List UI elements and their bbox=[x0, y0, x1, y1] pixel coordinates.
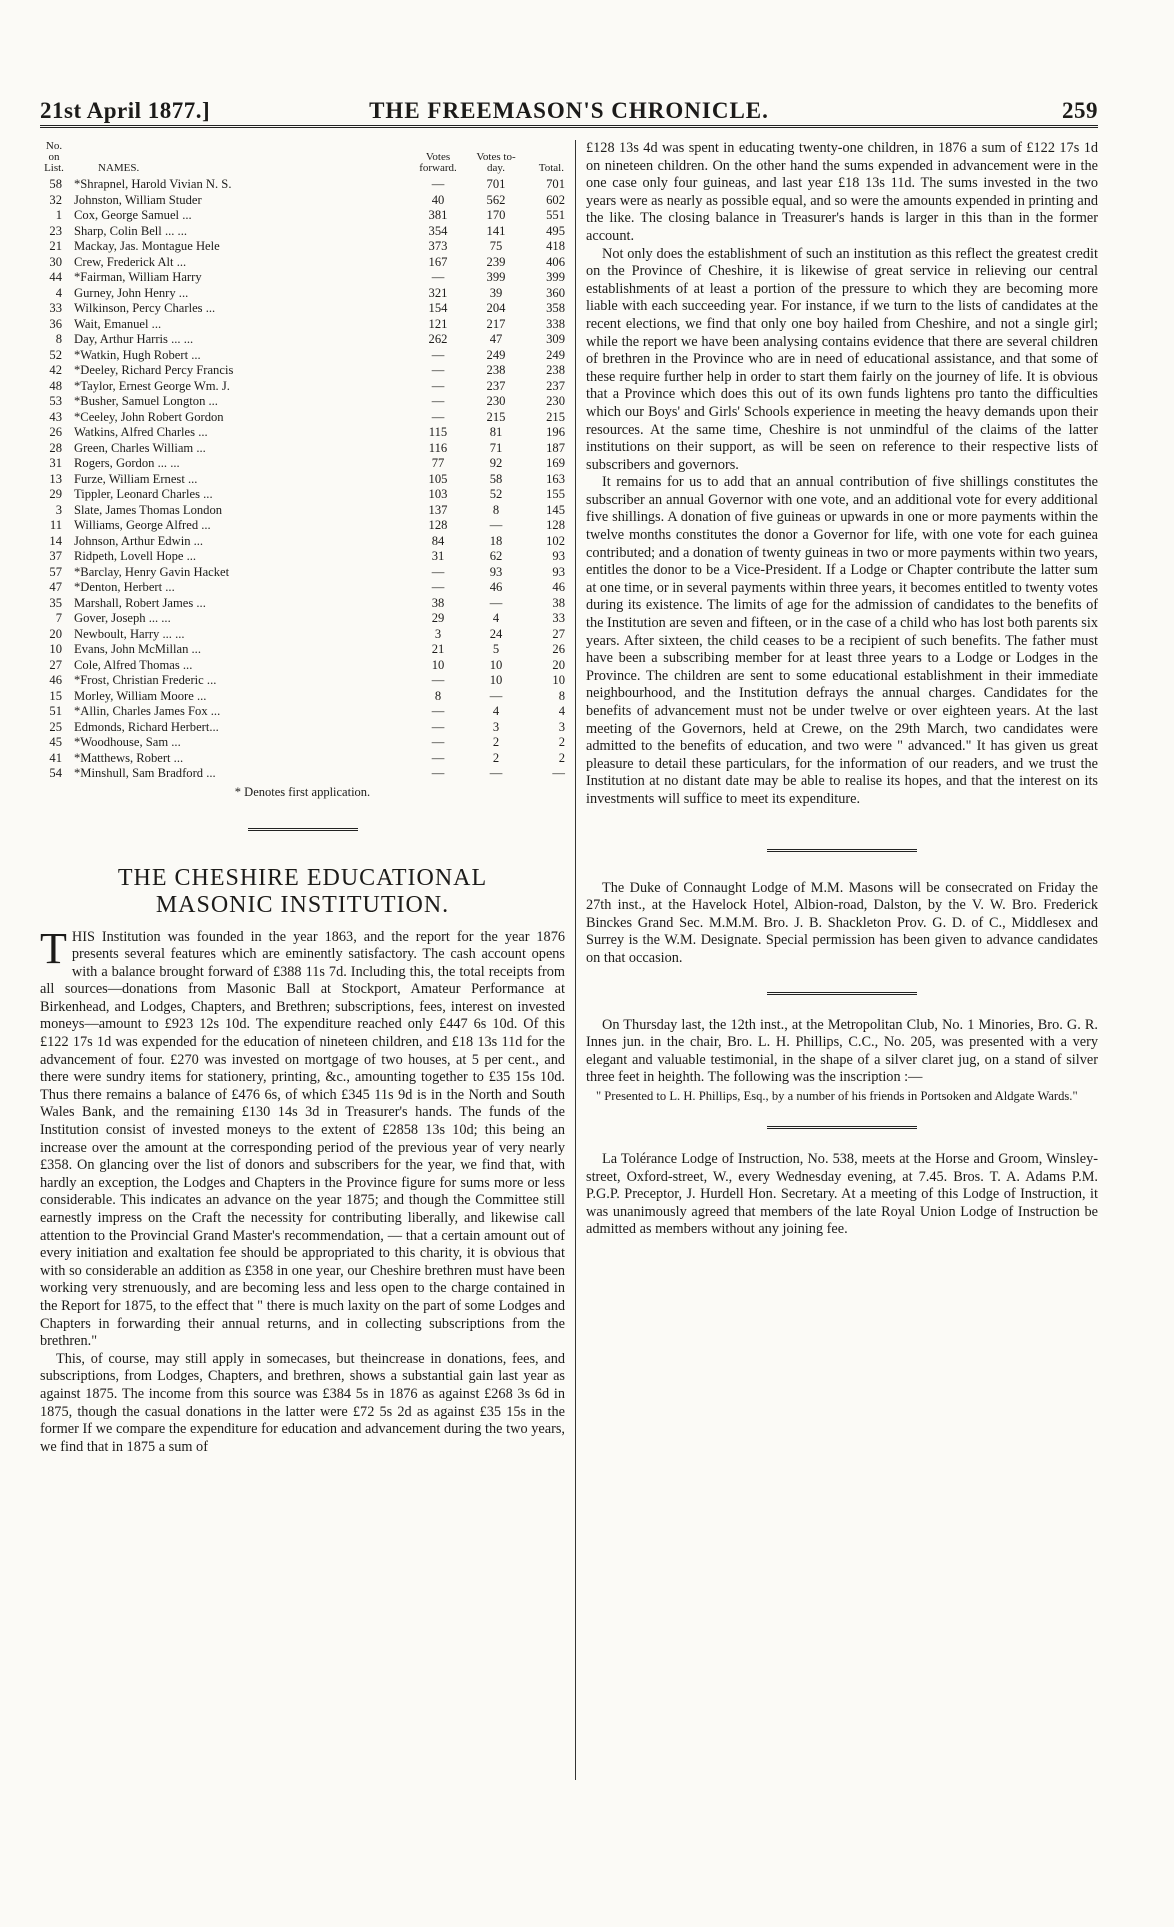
cell-total: 399 bbox=[546, 270, 565, 284]
table-row bbox=[40, 270, 565, 286]
cell-total: 230 bbox=[546, 394, 565, 408]
cell-total: 358 bbox=[546, 301, 565, 315]
article-heading bbox=[40, 865, 565, 919]
left-column bbox=[40, 140, 565, 1456]
cell-today: 141 bbox=[486, 223, 506, 238]
cell-no: 35 bbox=[49, 595, 62, 610]
cell-no: 8 bbox=[55, 332, 62, 346]
cell-total: 196 bbox=[546, 425, 565, 439]
cell-name: Gurney, John Henry ... bbox=[74, 285, 189, 300]
cell-forward: — bbox=[431, 394, 445, 408]
cell-total: 215 bbox=[546, 409, 565, 424]
cell-today: 62 bbox=[489, 549, 503, 563]
cell-no: 29 bbox=[49, 487, 62, 501]
cell-name: Rogers, Gordon ... ... bbox=[74, 456, 180, 470]
cell-today: 217 bbox=[486, 316, 506, 331]
table-row bbox=[40, 627, 565, 643]
table-row bbox=[40, 286, 565, 302]
cell-no: 45 bbox=[49, 735, 62, 749]
cell-forward: 167 bbox=[428, 254, 448, 269]
cell-forward: 262 bbox=[428, 332, 448, 346]
cell-forward: — bbox=[431, 378, 445, 393]
cell-forward: 103 bbox=[428, 487, 448, 501]
table-row bbox=[40, 565, 565, 581]
cell-total: 155 bbox=[546, 487, 565, 501]
cell-no: 11 bbox=[49, 518, 62, 532]
table-row bbox=[40, 363, 565, 379]
cell-name: Green, Charles William ... bbox=[74, 440, 206, 455]
cell-total: 4 bbox=[558, 704, 565, 718]
cell-no: 32 bbox=[49, 192, 62, 207]
cell-name: *Watkin, Hugh Robert ... bbox=[74, 347, 201, 362]
table-row bbox=[40, 456, 565, 472]
table-row bbox=[40, 193, 565, 209]
table-row bbox=[40, 766, 565, 782]
cell-total: 338 bbox=[546, 316, 565, 331]
table-row bbox=[40, 348, 565, 364]
table-row bbox=[40, 503, 565, 519]
cell-forward: — bbox=[431, 564, 445, 579]
cell-today: 204 bbox=[486, 301, 506, 315]
article-paragraph: £128 13s 4d was spent in educating twenty-one children, in 1876 a sum of £122 17s 1d on nineteen children. On the other hand the sums expended in advancement were in the one case only four guineas, and last year £18 13s 11d. The sums invested in the two years were as nearly as possible equal, and so were the amounts expended in printing and the like. The closing balance in Treasurer's hands is larger in this than in the former account. bbox=[586, 140, 1098, 244]
cell-name: Johnson, Arthur Edwin ... bbox=[74, 533, 204, 548]
cell-total: 249 bbox=[546, 347, 565, 362]
cell-no: 10 bbox=[49, 642, 62, 656]
cell-total: 46 bbox=[552, 580, 565, 594]
cell-forward: — bbox=[431, 409, 445, 424]
cell-no: 26 bbox=[49, 425, 62, 439]
table-row bbox=[40, 239, 565, 255]
cell-forward: 8 bbox=[434, 688, 442, 703]
cell-no: 36 bbox=[49, 316, 62, 331]
cell-name: *Matthews, Robert ... bbox=[74, 750, 184, 765]
cell-no: 48 bbox=[49, 378, 62, 393]
cell-total: 10 bbox=[552, 673, 565, 687]
cell-total: 33 bbox=[552, 611, 565, 625]
table-row bbox=[40, 332, 565, 348]
cell-name: Day, Arthur Harris ... ... bbox=[74, 332, 194, 346]
cell-total: 238 bbox=[546, 363, 565, 377]
cell-name: Mackay, Jas. Montague Hele bbox=[74, 239, 220, 253]
cell-no: 41 bbox=[49, 750, 62, 765]
cell-today: 75 bbox=[489, 239, 503, 253]
table-row bbox=[40, 580, 565, 596]
inscription-quote: " Presented to L. H. Phillips, Esq., by a number of his friends in Portsoken and Aldgate Wards." bbox=[596, 1088, 1078, 1103]
cell-today: 47 bbox=[489, 332, 503, 346]
cell-total: 27 bbox=[552, 626, 565, 641]
cell-forward: — bbox=[431, 177, 445, 191]
cell-total: 38 bbox=[552, 595, 565, 610]
cell-no: 51 bbox=[49, 704, 62, 718]
table-row bbox=[40, 224, 565, 240]
cell-name: *Barclay, Henry Gavin Hacket bbox=[74, 564, 230, 579]
cell-total: 2 bbox=[558, 735, 565, 749]
cell-forward: — bbox=[431, 270, 445, 284]
article-paragraph-text: HIS Institution was founded in the year 1863, and the report for the year 1876 presents several features which are eminently satisfactory. The cash account opens with a balance brought forward of £388 11s 7d. Including this, the total receipts from all sources—donations from Masonic Ball at Stockport, Amateur Performance at Birkenhead, and Lodges, Chapters, and Brethren; subscriptions, fees, interest on invested moneys—amount to £923 12s 10d. The expenditure reached only £447 6s 10d. Of this £122 17s 1d was expended for the education of nineteen children, and £18 13s 11d for the advancement of four. £270 was invested on mortgage of two houses, at 5 per cent., and there were sundry items for stationery, printing, &c., amounting together to £35 15s 10d. Thus there remains a balance of £476 6s, of which £345 11s 9d is in the North and South Wales Bank, and the remaining £130 14s 3d in Treasurer's hands. The funds of the Institution consist of invested moneys to the extent of £2858 13s 10d; this being an increase over the amount at the corresponding period of the previous year of very nearly £358. On glancing over the list of donors and subscribers for the year, we find that, with hardly an exception, the Lodges and Chapters in the Province figure for sums more or less considerable. This indicates an advance on the year 1875; and though the Committee still earnestly impress on the Craft the necessity for contributing liberally, and likewise call attention to the Provincial Grand Master's recommendation, — that a certain amount out of every initiation and exaltation fee should be appropriated to this charity, it is obvious that with so considerable an addition as £358 in one year, our Cheshire brethren must have been working very strenuously, and are becoming less and less open to the charge contained in the Report for 1875, to the effect that " there is much laxity on the part of some Lodges and Chapters in forwarding their annual returns, and in collecting subscriptions from the brethren." bbox=[40, 928, 565, 1350]
cell-today: 237 bbox=[486, 378, 506, 393]
table-row bbox=[40, 658, 565, 674]
cell-today: 5 bbox=[492, 642, 500, 656]
cell-name: Cole, Alfred Thomas ... bbox=[74, 657, 193, 672]
cell-no: 44 bbox=[49, 270, 62, 284]
cell-today: 230 bbox=[486, 394, 506, 408]
publication-title: THE FREEMASON'S CHRONICLE. bbox=[369, 98, 769, 123]
cell-today: 399 bbox=[486, 270, 506, 284]
cell-no: 46 bbox=[49, 673, 62, 687]
cell-no: 4 bbox=[55, 285, 62, 300]
cell-no: 33 bbox=[49, 301, 62, 315]
cell-name: *Busher, Samuel Longton ... bbox=[74, 394, 218, 408]
cell-today: 10 bbox=[489, 657, 503, 672]
cell-today: 4 bbox=[492, 611, 500, 625]
cell-forward: — bbox=[431, 347, 445, 362]
cell-today: 239 bbox=[486, 254, 506, 269]
cell-forward: 21 bbox=[431, 642, 445, 656]
cell-forward: 105 bbox=[428, 471, 448, 486]
header-votes-today: Votes to-day. bbox=[476, 151, 516, 174]
cell-today: 24 bbox=[489, 626, 503, 641]
table-row bbox=[40, 518, 565, 534]
table-row bbox=[40, 534, 565, 550]
cell-today: 2 bbox=[492, 735, 500, 749]
cell-today: — bbox=[489, 518, 503, 532]
cell-name: Johnston, William Studer bbox=[74, 192, 202, 207]
table-row bbox=[40, 487, 565, 503]
cell-name: Crew, Frederick Alt ... bbox=[74, 254, 187, 269]
cell-forward: — bbox=[431, 363, 445, 377]
cell-today: 562 bbox=[486, 192, 506, 207]
votes-table-body bbox=[40, 177, 565, 782]
cell-forward: 40 bbox=[431, 192, 445, 207]
cell-no: 43 bbox=[49, 409, 62, 424]
table-row bbox=[40, 301, 565, 317]
cell-no: 20 bbox=[49, 626, 62, 641]
cell-name: Gover, Joseph ... ... bbox=[74, 611, 171, 625]
votes-table bbox=[40, 140, 565, 782]
notice-tolerance-lodge: La Tolérance Lodge of Instruction, No. 538, meets at the Horse and Groom, Winsley-street, Oxford-street, W., every Wednesday evening, at 7.45. Bros. T. A. Adams P.M. P.G.P. Preceptor, J. Hurdell Hon. Secretary. At a meeting of this Lodge of Instruction, it was unanimously agreed that members of the late Royal Union Lodge of Instruction be admitted as members without any joining fee. bbox=[586, 1150, 1098, 1238]
cell-no: 37 bbox=[49, 549, 62, 563]
article-paragraph: It remains for us to add that an annual contribution of five shillings constitutes the subscriber an annual Governor with one vote, and an additional vote for every additional five shillings. A donation of five guineas or upwards in one or more payments within the twelve months constitutes the donor a Governor for life, with one vote for each guinea contributed; and a donation of twenty guineas in two or more payments within two years, entitles the donor to be a Vice-President. If a Lodge or Chapter contribute the latter sum at one time, or in several payments within three years, it becomes entitled to twenty votes during its existence. The limits of age for the admission of candidates to the benefits of the Institution are seven and fifteen, or in the case of a child who has lost both parents six years. After sixteen, the child ceases to be a recipient of such benefits. The father must have been a subscribing member for at least three years to a Lodge or Lodges in the Province. The children are sent to some educational establishment in their immediate neighbourhood, and the Institution defrays the annual charges. Candidates for the benefits of advancement must not be under twelve or over eighteen years. At the last meeting of the Governors, held at Crewe, on the 29th March, two candidates were admitted to the benefits of education, and two were " advanced." It has given us great pleasure to detail these particulars, for the information of our readers, and we trust the Institution at no distant date may be able to realise its hopes, and that the interest on its investments will suffice to meet its expenditure. bbox=[586, 474, 1098, 807]
cell-name: *Shrapnel, Harold Vivian N. S. bbox=[74, 177, 232, 191]
cell-today: — bbox=[489, 595, 503, 610]
cell-name: *Deeley, Richard Percy Francis bbox=[74, 363, 234, 377]
cell-name: Newboult, Harry ... ... bbox=[74, 626, 185, 641]
cell-total: 26 bbox=[552, 642, 565, 656]
cell-no: 58 bbox=[49, 177, 62, 191]
cell-total: 163 bbox=[546, 471, 565, 486]
cell-forward: 137 bbox=[428, 502, 448, 517]
table-row bbox=[40, 642, 565, 658]
table-row bbox=[40, 255, 565, 271]
table-row bbox=[40, 596, 565, 612]
cell-total: 3 bbox=[558, 719, 565, 734]
cell-forward: 84 bbox=[431, 533, 445, 548]
header-votes-forward: Votes forward. bbox=[419, 151, 457, 174]
cell-no: 21 bbox=[49, 239, 62, 253]
cell-name: Cox, George Samuel ... bbox=[74, 208, 192, 222]
cell-no: 27 bbox=[49, 657, 62, 672]
article-paragraph: Not only does the establishment of such an institution as this reflect the greatest credit on the Province of Cheshire, it is likewise of great service in relieving our central establishments of at least a portion of the pressure to which they are becoming more liable with each succeeding year. For instance, if we turn to the lists of candidates at the recent elections, we find that only one boy hailed from Cheshire, and not a single girl; while the report we have been analysing contains evidence that there are several children of brethren in the Province who are in need of educational assistance, and that some of these require further help in order to start them fairly on the journey of life. It is obvious that a Province which does this out of its own funds lightens pro tanto the difficulties which our Boys' and Girls' Schools experience in meeting the heavy demands upon their resources. At the same time, Cheshire is not unmindful of the claims of the latter institutions on their support, as will be seen on reference to their respective lists of subscribers and governors. bbox=[586, 245, 1098, 473]
cell-today: 4 bbox=[492, 704, 500, 718]
cell-today: 58 bbox=[489, 471, 503, 486]
article-heading-line-2: MASONIC INSTITUTION. bbox=[155, 891, 450, 918]
cell-forward: 38 bbox=[431, 595, 445, 610]
cell-total: 701 bbox=[546, 177, 565, 191]
cell-no: 31 bbox=[49, 456, 62, 470]
cell-today: 93 bbox=[489, 564, 503, 579]
section-divider bbox=[248, 828, 358, 831]
cell-total: 128 bbox=[546, 518, 565, 532]
cell-no: 3 bbox=[55, 502, 62, 517]
cell-no: 13 bbox=[49, 471, 62, 486]
cell-name: Williams, George Alfred ... bbox=[74, 518, 211, 532]
cell-total: — bbox=[552, 766, 565, 780]
cell-forward: 115 bbox=[428, 425, 448, 439]
table-row bbox=[40, 673, 565, 689]
table-row bbox=[40, 379, 565, 395]
column-divider bbox=[575, 140, 576, 1780]
cell-total: 418 bbox=[546, 239, 565, 253]
cell-name: Evans, John McMillan ... bbox=[74, 642, 201, 656]
cell-no: 57 bbox=[49, 564, 62, 579]
header-total: Total. bbox=[538, 162, 564, 174]
table-row bbox=[40, 689, 565, 705]
table-footnote: * Denotes first application. bbox=[234, 784, 371, 799]
cell-no: 30 bbox=[49, 254, 62, 269]
cell-today: — bbox=[489, 766, 503, 780]
drop-cap: T bbox=[40, 923, 67, 973]
table-row bbox=[40, 177, 565, 193]
cell-total: 93 bbox=[552, 564, 565, 579]
cell-total: 20 bbox=[552, 657, 565, 672]
cell-total: 551 bbox=[546, 208, 565, 222]
cell-total: 309 bbox=[546, 332, 565, 346]
table-row bbox=[40, 425, 565, 441]
table-row bbox=[40, 751, 565, 767]
cell-forward: 121 bbox=[428, 316, 448, 331]
table-row bbox=[40, 317, 565, 333]
table-row bbox=[40, 208, 565, 224]
cell-forward: 3 bbox=[434, 626, 442, 641]
cell-no: 7 bbox=[55, 611, 62, 625]
cell-today: 215 bbox=[486, 409, 506, 424]
cell-no: 28 bbox=[49, 440, 62, 455]
cell-name: Furze, William Ernest ... bbox=[74, 471, 198, 486]
cell-name: *Woodhouse, Sam ... bbox=[74, 735, 181, 749]
cell-forward: — bbox=[431, 750, 445, 765]
table-row bbox=[40, 394, 565, 410]
cell-no: 54 bbox=[49, 766, 62, 780]
cell-forward: — bbox=[431, 766, 445, 780]
table-row bbox=[40, 549, 565, 565]
header-no-on-list: No. on List. bbox=[44, 140, 64, 174]
cell-no: 42 bbox=[49, 363, 62, 377]
cell-today: 701 bbox=[486, 177, 506, 191]
cell-today: 46 bbox=[489, 580, 503, 594]
cell-forward: 116 bbox=[428, 440, 448, 455]
cell-forward: 31 bbox=[431, 549, 445, 563]
cell-forward: 354 bbox=[428, 223, 448, 238]
cell-total: 406 bbox=[546, 254, 565, 269]
cell-forward: 29 bbox=[431, 611, 445, 625]
table-row bbox=[40, 720, 565, 736]
cell-forward: 77 bbox=[431, 456, 445, 470]
cell-name: Slate, James Thomas London bbox=[74, 502, 223, 517]
cell-today: 8 bbox=[492, 502, 500, 517]
cell-no: 52 bbox=[49, 347, 62, 362]
cell-no: 15 bbox=[49, 688, 62, 703]
cell-today: 238 bbox=[486, 363, 506, 377]
cell-no: 1 bbox=[55, 208, 62, 222]
cell-name: Sharp, Colin Bell ... ... bbox=[74, 223, 187, 238]
cell-forward: 10 bbox=[431, 657, 445, 672]
cell-name: *Fairman, William Harry bbox=[74, 270, 202, 284]
masthead-rule bbox=[40, 125, 1098, 128]
table-row bbox=[40, 441, 565, 457]
cell-total: 169 bbox=[546, 456, 565, 470]
cell-name: Watkins, Alfred Charles ... bbox=[74, 425, 208, 439]
cell-today: — bbox=[489, 688, 503, 703]
notice-connaught-lodge: The Duke of Connaught Lodge of M.M. Masons will be consecrated on Friday the 27th inst., at the Havelock Hotel, Albion-road, Dalston, by the V. W. Bro. Frederick Binckes Grand Sec. M.M.M. Bro. J. B. Shackleton Prov. G. D. of C., Middlesex and Surrey is the W.M. Designate. Special permission has been given to advance candidates on that occasion. bbox=[586, 879, 1098, 966]
cell-name: Ridpeth, Lovell Hope ... bbox=[74, 549, 197, 563]
cell-forward: 128 bbox=[428, 518, 448, 532]
votes-table-header bbox=[40, 140, 565, 177]
cell-name: *Minshull, Sam Bradford ... bbox=[74, 766, 216, 780]
cell-no: 14 bbox=[49, 533, 62, 548]
cell-name: *Frost, Christian Frederic ... bbox=[74, 673, 217, 687]
cell-name: Wait, Emanuel ... bbox=[74, 316, 162, 331]
cell-total: 93 bbox=[552, 549, 565, 563]
table-row bbox=[40, 611, 565, 627]
cell-today: 249 bbox=[486, 347, 506, 362]
cell-forward: — bbox=[431, 719, 445, 734]
article-paragraph: This, of course, may still apply in somecases, but theincrease in donations, fees, and subscriptions, from Lodges, Chapters, and brethren, shows a substantial gain last year as against 1875. The income from this source was £384 5s in 1876 as against £268 3s 6d in 1875, though the casual donations in the latter were £72 5s 2d as against £35 15s in the former If we compare the expenditure for education and advancement during the two years, we find that in 1875 a sum of bbox=[40, 1350, 565, 1455]
notice-metropolitan-club: On Thursday last, the 12th inst., at the Metropolitan Club, No. 1 Minories, Bro. G. R. Innes jun. in the chair, Bro. L. H. Phillips, C.C., No. 205, was presented with a very elegant and valuable testimonial, in the shape of a silver claret jug, on a stand of silver three feet in heighth. The following was the inscription :— bbox=[586, 1016, 1098, 1086]
cell-name: Wilkinson, Percy Charles ... bbox=[74, 301, 216, 315]
cell-forward: 373 bbox=[428, 239, 448, 253]
masthead bbox=[40, 98, 1098, 124]
cell-today: 52 bbox=[489, 487, 503, 501]
cell-today: 2 bbox=[492, 750, 500, 765]
issue-date: 21st April 1877.] bbox=[40, 98, 211, 123]
right-column bbox=[586, 140, 1098, 1239]
cell-total: 360 bbox=[546, 285, 565, 300]
cell-total: 2 bbox=[558, 750, 565, 765]
cell-forward: 321 bbox=[428, 285, 448, 300]
cell-name: Tippler, Leonard Charles ... bbox=[74, 487, 213, 501]
cell-name: Morley, William Moore ... bbox=[74, 688, 207, 703]
cell-forward: — bbox=[431, 735, 445, 749]
cell-total: 145 bbox=[546, 502, 565, 517]
table-row bbox=[40, 410, 565, 426]
table-row bbox=[40, 735, 565, 751]
cell-today: 39 bbox=[489, 285, 503, 300]
cell-total: 602 bbox=[546, 192, 565, 207]
cell-forward: — bbox=[431, 704, 445, 718]
cell-forward: 381 bbox=[428, 208, 448, 222]
cell-today: 71 bbox=[489, 440, 503, 455]
cell-today: 18 bbox=[489, 533, 503, 548]
cell-no: 25 bbox=[49, 719, 62, 734]
cell-total: 495 bbox=[546, 223, 565, 238]
cell-name: *Ceeley, John Robert Gordon bbox=[74, 409, 224, 424]
cell-name: *Allin, Charles James Fox ... bbox=[74, 704, 221, 718]
cell-total: 102 bbox=[546, 533, 565, 548]
page-number: 259 bbox=[1062, 98, 1098, 123]
header-names: NAMES. bbox=[98, 162, 140, 174]
article-heading-line-1: THE CHESHIRE EDUCATIONAL bbox=[117, 864, 488, 891]
cell-name: *Taylor, Ernest George Wm. J. bbox=[74, 378, 230, 393]
cell-no: 47 bbox=[49, 580, 62, 594]
cell-forward: — bbox=[431, 673, 445, 687]
article-paragraph bbox=[40, 923, 565, 1351]
cell-no: 23 bbox=[49, 223, 62, 238]
cell-today: 81 bbox=[489, 425, 503, 439]
cell-total: 237 bbox=[546, 378, 565, 393]
cell-name: Marshall, Robert James ... bbox=[74, 595, 206, 610]
cell-no: 53 bbox=[49, 394, 62, 408]
cell-today: 92 bbox=[489, 456, 503, 470]
cell-today: 10 bbox=[489, 673, 503, 687]
cell-name: Edmonds, Richard Herbert... bbox=[74, 719, 219, 734]
cell-total: 8 bbox=[558, 688, 565, 703]
cell-total: 187 bbox=[546, 440, 565, 455]
cell-today: 170 bbox=[486, 208, 506, 222]
cell-today: 3 bbox=[492, 719, 500, 734]
cell-name: *Denton, Herbert ... bbox=[74, 580, 175, 594]
cell-forward: 154 bbox=[428, 301, 448, 315]
table-row bbox=[40, 472, 565, 488]
cell-forward: — bbox=[431, 580, 445, 594]
table-row bbox=[40, 704, 565, 720]
